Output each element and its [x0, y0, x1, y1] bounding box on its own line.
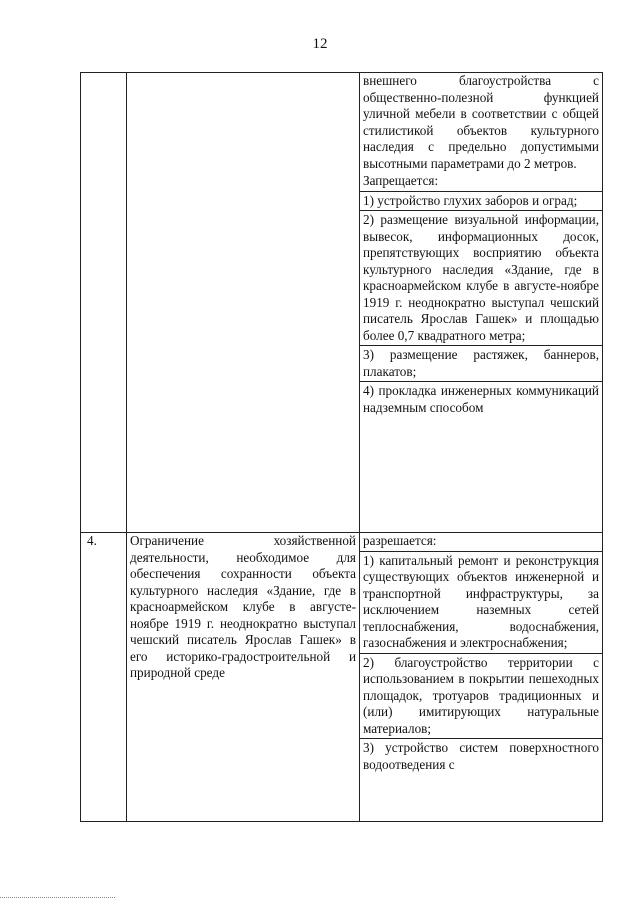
page-number: 12 [312, 36, 328, 52]
requirements-cell [360, 73, 603, 533]
cell-divider [360, 191, 602, 192]
requirement-item: 1) капитальный ремонт и реконструкция существующих объектов инженерной и транспортной инфраструктуры, за исключением наземных сетей теплоснабжения, водоснабжения, газоснабжения и электроснабжения; [363, 552, 599, 650]
table-row [81, 533, 603, 822]
requirement-heading: разрешается: [363, 533, 437, 548]
description-cell [127, 73, 360, 533]
restrictions-table [80, 72, 603, 822]
requirements-cell [360, 533, 603, 822]
cell-divider [360, 551, 602, 552]
row-number-cell [81, 73, 127, 533]
cell-divider [360, 381, 602, 382]
requirement-item: 4) прокладка инженерных коммуникаций надземным способом [363, 383, 599, 415]
requirement-item: 3) размещение растяжек, баннеров, плакатов; [363, 347, 599, 379]
description-cell: Ограничение хозяйственной деятельности, необходимое для обеспечения сохранности объекта культурного наследия «Здание, где в красноармейском клубе в августе-ноябре 1919 г. неоднократно выступал чешский писатель Ярослав Гашек» в его историко-градостроительной и природной среде [127, 533, 360, 822]
requirement-item: 2) размещение визуальной информации, вывесок, информационных досок, препятствующих восприятию объекта культурного наследия «Здание, где в красноармейском клубе в августе-ноябре 1919 г. неоднократно выступал чешский писатель Ярослав Гашек» и площадью более 0,7 квадратного метра; [363, 212, 599, 343]
table-row [81, 73, 603, 533]
cell-divider [360, 210, 602, 211]
requirement-item: 2) благоустройство территории с использованием в покрытии пешеходных площадок, тротуаров традиционных и (или) имитирующих натуральные материалов; [363, 654, 599, 736]
row-number-cell: 4. [81, 533, 127, 822]
requirement-text: внешнего благоустройства с общественно-полезной функцией уличной мебели в соответствии с общей стилистикой объектов культурного наследия с предельно допустимыми высотными параметрами до 2 метров. [363, 73, 599, 171]
cell-divider [360, 653, 602, 654]
requirement-heading: Запрещается: [363, 173, 439, 188]
cell-divider [360, 738, 602, 739]
requirement-item: 3) устройство систем поверхностного водоотведения с [363, 740, 599, 772]
requirement-item: 1) устройство глухих заборов и оград; [363, 192, 578, 208]
cell-divider [360, 345, 602, 346]
footer-divider [0, 897, 115, 898]
